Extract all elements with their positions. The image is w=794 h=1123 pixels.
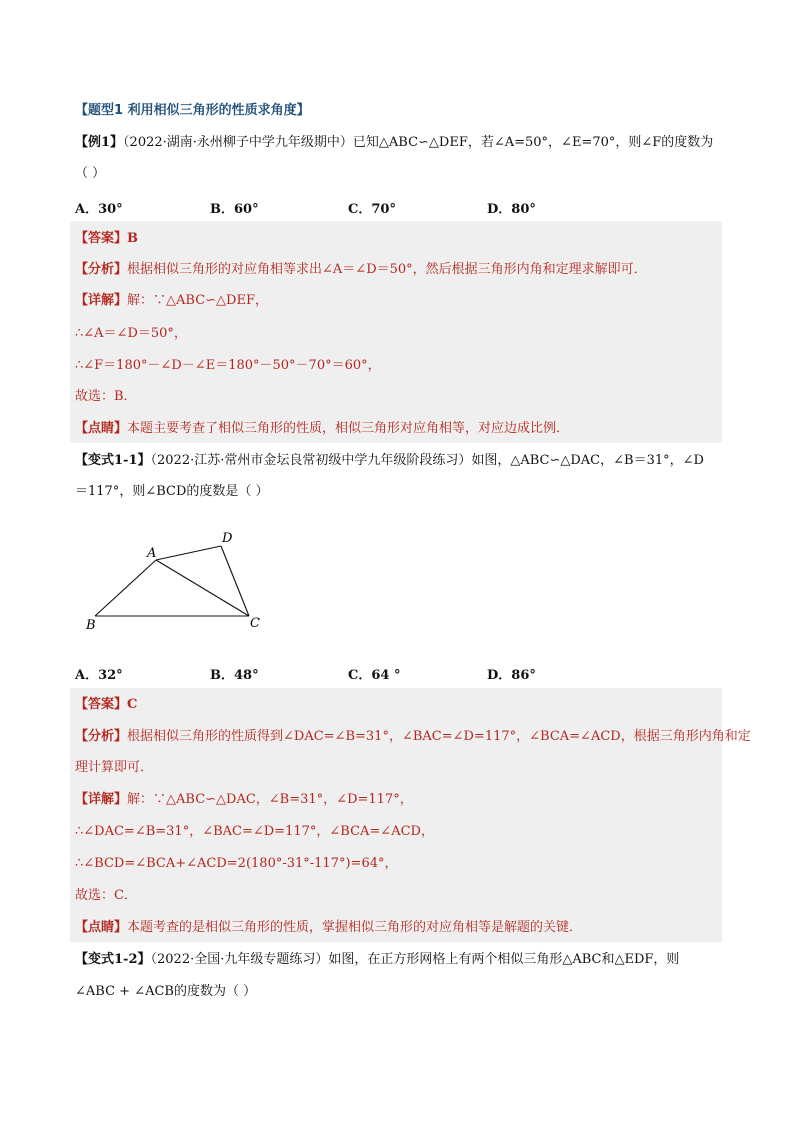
label-b: B bbox=[86, 618, 96, 633]
v11-answer-line bbox=[75, 695, 137, 715]
variant-1-2-label: 【变式1-2】 bbox=[75, 952, 151, 967]
variant-1-1-label: 【变式1-1】 bbox=[75, 453, 151, 468]
v11-detail-4: 故选：C． bbox=[75, 888, 137, 903]
ex1-comment: 本题主要考查了相似三角形的性质，相似三角形对应角相等，对应边成比例． bbox=[127, 421, 570, 436]
ex1-analysis-label: 【分析】 bbox=[75, 262, 128, 277]
v11-detail-2: ∴∠DAC=∠B=31°，∠BAC=∠D=117°，∠BCA=∠ACD， bbox=[75, 824, 434, 839]
ex1-option-b: B．60° bbox=[210, 202, 259, 217]
variant-1-1-stem-2: ＝117°，则∠BCD的度数是（ ） bbox=[75, 484, 269, 499]
ex1-detail-line-1 bbox=[75, 291, 268, 311]
label-a: A bbox=[147, 546, 157, 561]
segment-ac bbox=[156, 560, 249, 616]
ex1-option-d: D．80° bbox=[487, 202, 536, 217]
v11-analysis-line-1 bbox=[75, 727, 751, 747]
example-1-question: （2022·湖南·永州柳子中学九年级期中）已知△ABC∽△DEF，若∠A=50°，∠E=70°，则∠F的度数为 bbox=[123, 135, 714, 150]
example-1-label: 【例1】 bbox=[75, 135, 124, 150]
ex1-detail-4: 故选：B． bbox=[75, 389, 137, 404]
ex1-detail-2: ∴∠A＝∠D＝50°， bbox=[75, 326, 187, 341]
v11-analysis-label: 【分析】 bbox=[75, 729, 128, 744]
variant-1-2-question-1: （2022·全国·九年级专题练习）如图，在正方形网格上有两个相似三角形△ABC和△EDF，则 bbox=[150, 952, 680, 967]
v11-option-d: D．86° bbox=[487, 668, 536, 683]
v11-answer: C bbox=[127, 697, 138, 712]
ex1-comment-label: 【点睛】 bbox=[75, 421, 128, 436]
v11-detail-3: ∴∠BCD=∠BCA+∠ACD=2(180°-31°-117°)=64°， bbox=[75, 856, 398, 871]
example-1-paren: （ ） bbox=[75, 166, 106, 181]
ex1-analysis-line bbox=[75, 260, 647, 280]
v11-option-b: B．48° bbox=[210, 668, 259, 683]
ex1-detail-label: 【详解】 bbox=[75, 293, 128, 308]
variant-1-1-question-1: （2022·江苏·常州市金坛良常初级中学九年级阶段练习）如图，△ABC∽△DAC，∠B＝31°，∠D bbox=[150, 453, 704, 468]
ex1-answer-line bbox=[75, 229, 138, 249]
ex1-detail-1: 解：∵△ABC∽△DEF， bbox=[127, 293, 268, 308]
variant-1-1-stem-1 bbox=[75, 451, 704, 471]
variant-1-2-stem-1 bbox=[75, 950, 679, 970]
ex1-analysis: 根据相似三角形的对应角相等求出∠A＝∠D＝50°，然后根据三角形内角和定理求解即可． bbox=[127, 262, 647, 277]
label-d: D bbox=[222, 531, 233, 546]
v11-detail-line-1 bbox=[75, 790, 413, 810]
ex1-option-c: C．70° bbox=[348, 202, 396, 217]
v11-option-a: A．32° bbox=[75, 668, 123, 683]
ex1-detail-3: ∴∠F＝180°－∠D－∠E＝180°－50°－70°＝60°， bbox=[75, 358, 381, 373]
example-1-stem bbox=[75, 133, 713, 153]
v11-answer-label: 【答案】 bbox=[75, 697, 128, 712]
v11-comment-label: 【点睛】 bbox=[75, 920, 128, 935]
v11-analysis-2: 理计算即可． bbox=[75, 760, 154, 775]
label-c: C bbox=[250, 616, 260, 631]
segment-dc bbox=[221, 546, 249, 616]
v11-comment: 本题考查的是相似三角形的性质，掌握相似三角形的对应角相等是解题的关键． bbox=[127, 920, 583, 935]
segment-ba bbox=[95, 560, 156, 616]
ex1-answer: B bbox=[127, 231, 139, 246]
section-title: 【题型1 利用相似三角形的性质求角度】 bbox=[75, 103, 310, 118]
ex1-comment-line bbox=[75, 419, 569, 439]
v11-comment-line bbox=[75, 918, 582, 938]
v11-detail-label: 【详解】 bbox=[75, 792, 128, 807]
ex1-option-a: A．30° bbox=[75, 202, 123, 217]
v11-option-c: C．64 ° bbox=[348, 668, 401, 683]
variant-1-2-stem-2: ∠ABC + ∠ACB的度数为（ ） bbox=[75, 984, 257, 999]
ex1-answer-label: 【答案】 bbox=[75, 231, 128, 246]
v11-detail-1: 解：∵△ABC∽△DAC，∠B=31°，∠D=117°， bbox=[127, 792, 413, 807]
v11-analysis-1: 根据相似三角形的性质得到∠DAC=∠B=31°，∠BAC=∠D=117°，∠BCA=∠ACD，根据三角形内角和定 bbox=[127, 729, 751, 744]
triangle-figure bbox=[80, 525, 280, 637]
segment-ad bbox=[156, 546, 221, 560]
